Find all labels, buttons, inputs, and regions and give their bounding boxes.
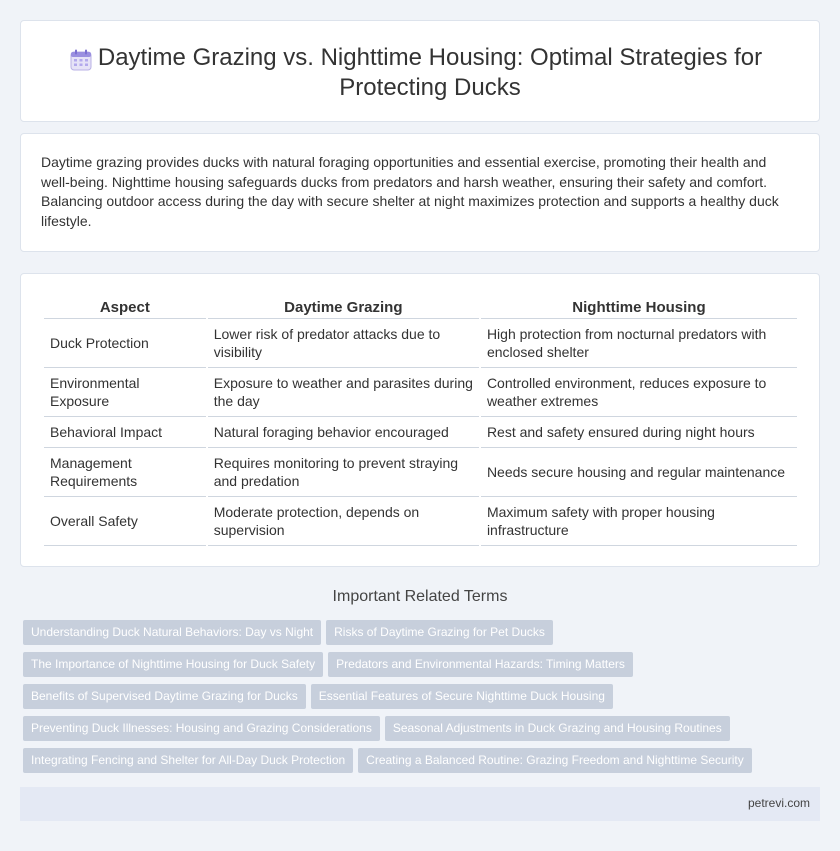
table-cell: Behavioral Impact bbox=[44, 417, 206, 448]
related-term-tag[interactable]: Risks of Daytime Grazing for Pet Ducks bbox=[326, 620, 553, 645]
table-cell: Exposure to weather and parasites during the day bbox=[208, 368, 479, 417]
related-term-tag[interactable]: Benefits of Supervised Daytime Grazing for Ducks bbox=[23, 684, 306, 709]
table-cell: High protection from nocturnal predators with enclosed shelter bbox=[481, 319, 797, 368]
intro-card bbox=[20, 133, 820, 252]
intro-paragraph: Daytime grazing provides ducks with natural foraging opportunities and essential exercise, promoting their health and well-being. Nighttime housing safeguards ducks from predators and harsh weather, ensuring their safety and comfort. Balancing outdoor access during the day with secure shelter at night maximizes protection and supports a healthy duck lifestyle. bbox=[41, 154, 779, 229]
header-card bbox=[20, 20, 820, 122]
table-cell: Maximum safety with proper housing infrastructure bbox=[481, 497, 797, 546]
related-term-tag[interactable]: Essential Features of Secure Nighttime Duck Housing bbox=[311, 684, 613, 709]
related-term-tag[interactable]: Integrating Fencing and Shelter for All-Day Duck Protection bbox=[23, 748, 353, 773]
footer-site-link[interactable]: petrevi.com bbox=[747, 796, 810, 810]
table-cell: Overall Safety bbox=[44, 497, 206, 546]
related-term-tag[interactable]: Seasonal Adjustments in Duck Grazing and Housing Routines bbox=[385, 716, 730, 741]
table-cell: Needs secure housing and regular maintenance bbox=[481, 448, 797, 497]
related-terms-list bbox=[23, 620, 803, 780]
table-cell: Duck Protection bbox=[44, 319, 206, 368]
table-header-row bbox=[44, 297, 797, 319]
table-cell: Requires monitoring to prevent straying and predation bbox=[208, 448, 479, 497]
table-cell: Moderate protection, depends on supervision bbox=[208, 497, 479, 546]
table-row bbox=[44, 448, 797, 497]
table-row bbox=[44, 417, 797, 448]
related-term-tag[interactable]: Predators and Environmental Hazards: Timing Matters bbox=[328, 652, 633, 677]
table-row bbox=[44, 497, 797, 546]
comparison-table bbox=[42, 297, 799, 546]
page-title: Daytime Grazing vs. Nighttime Housing: Optimal Strategies for Protecting Ducks bbox=[97, 44, 763, 101]
related-term-tag[interactable]: Creating a Balanced Routine: Grazing Freedom and Nighttime Security bbox=[358, 748, 752, 773]
table-cell: Environmental Exposure bbox=[44, 368, 206, 417]
table-cell: Lower risk of predator attacks due to visibility bbox=[208, 319, 479, 368]
column-header: Aspect bbox=[44, 297, 206, 319]
footer bbox=[20, 787, 820, 821]
related-term-tag[interactable]: Preventing Duck Illnesses: Housing and Grazing Considerations bbox=[23, 716, 380, 741]
column-header: Nighttime Housing bbox=[481, 297, 797, 319]
column-header: Daytime Grazing bbox=[208, 297, 479, 319]
comparison-table-card bbox=[20, 273, 820, 567]
table-cell: Rest and safety ensured during night hours bbox=[481, 417, 797, 448]
table-cell: Management Requirements bbox=[44, 448, 206, 497]
related-terms-title: Important Related Terms bbox=[332, 588, 508, 605]
table-cell: Natural foraging behavior encouraged bbox=[208, 417, 479, 448]
related-term-tag[interactable]: Understanding Duck Natural Behaviors: Day vs Night bbox=[23, 620, 321, 645]
table-cell: Controlled environment, reduces exposure to weather extremes bbox=[481, 368, 797, 417]
table-row bbox=[44, 368, 797, 417]
table-row bbox=[44, 319, 797, 368]
related-term-tag[interactable]: The Importance of Nighttime Housing for Duck Safety bbox=[23, 652, 323, 677]
